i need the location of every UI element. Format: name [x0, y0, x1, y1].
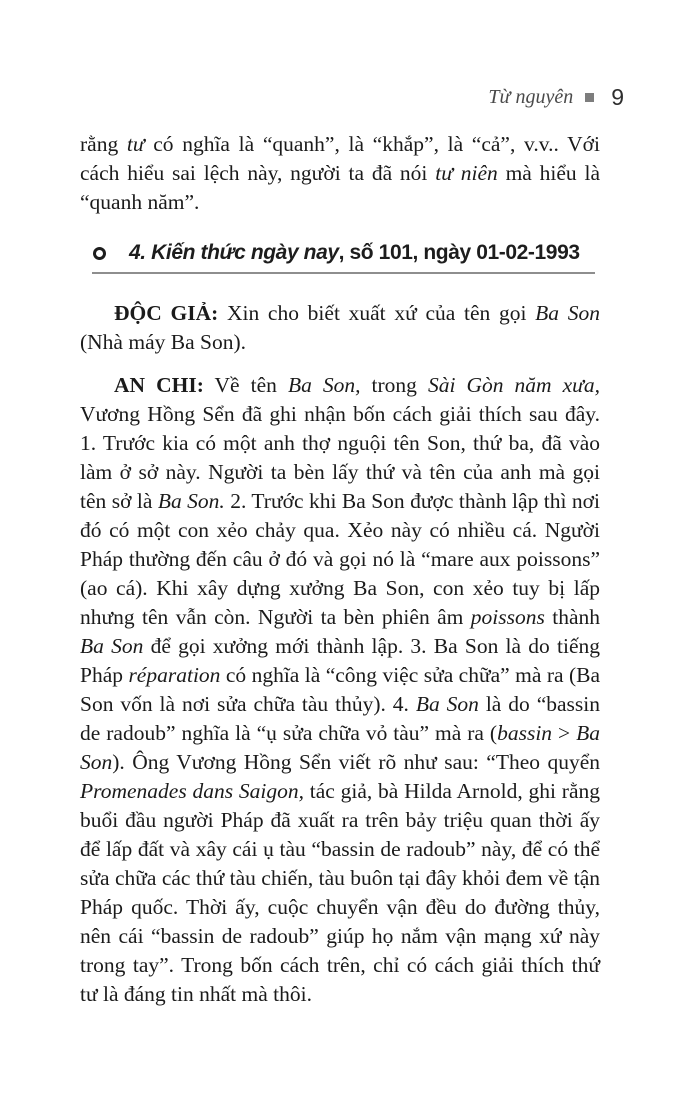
- text-column: [80, 0, 600, 1009]
- paragraph-anchi-answer: AN CHI: Về tên Ba Son, trong Sài Gòn năm xưa, Vương Hồng Sển đã ghi nhận bốn cách giải thích sau đây. 1. Trước kia có một anh thợ nguội tên Son, thứ ba, đã vào làm ở sở này. Người ta bèn lấy thứ và tên của anh mà gọi tên sở là Ba Son. 2. Trước khi Ba Son được thành lập thì nơi đó có một con xẻo chảy qua. Xẻo này có nhiều cá. Người Pháp thường đến câu ở đó và gọi nó là “mare aux poissons” (ao cá). Khi xây dựng xưởng Ba Son, con xẻo tuy bị lấp nhưng tên vẫn còn. Người ta bèn phiên âm poissons thành Ba Son để gọi xưởng mới thành lập. 3. Ba Son là do tiếng Pháp réparation có nghĩa là “công việc sửa chữa” mà ra (Ba Son vốn là nơi sửa chữa tàu thủy). 4. Ba Son là do “bassin de radoub” nghĩa là “ụ sửa chữa vỏ tàu” mà ra (bassin > Ba Son). Ông Vương Hồng Sển viết rõ như sau: “Theo quyển Promenades dans Saigon, tác giả, bà Hilda Arnold, ghi rằng buổi đầu người Pháp đã xuất ra trên bảy triệu quan thời ấy để lấp đất và xây cái ụ tàu “bassin de radoub” này, để có thể sửa chữa các thứ tàu chiến, tàu buôn tại đây khỏi đem về tận Pháp quốc. Thời ấy, cuộc chuyển vận đều do đường thủy, nên cái “bassin de radoub” giúp họ nắm vận mạng xứ này trong tay”. Trong bốn cách trên, chỉ có cách giải thích thứ tư là đáng tin nhất mà thôi.: [80, 373, 601, 1006]
- circle-bullet-icon: [93, 247, 106, 260]
- paragraph-continuation: rằng tư có nghĩa là “quanh”, là “khắp”, là “cả”, v.v.. Với cách hiểu sai lệch này, người ta đã nói tư niên mà hiểu là “quanh năm”.: [80, 132, 600, 214]
- running-title: Từ nguyên: [488, 86, 574, 108]
- section-heading: [80, 241, 600, 265]
- heading-divider: [92, 272, 595, 274]
- page-number: 9: [611, 84, 624, 110]
- paragraph-reader-question: ĐỘC GIẢ: Xin cho biết xuất xứ của tên gọi Ba Son (Nhà máy Ba Son).: [80, 301, 600, 354]
- section-heading-text: 4. Kiến thức ngày nay, số 101, ngày 01-02-1993: [129, 241, 580, 264]
